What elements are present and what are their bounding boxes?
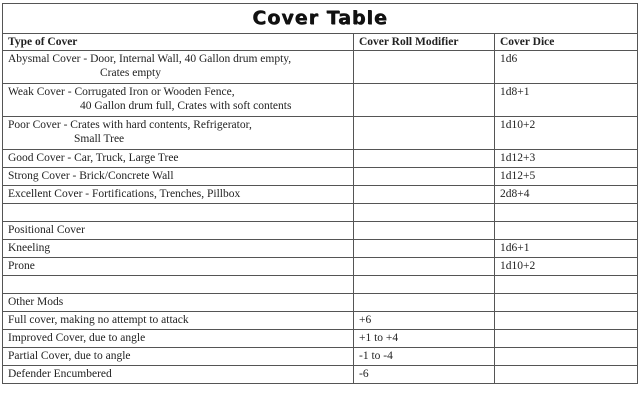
modifier-cell: +1 to +4 [354, 330, 495, 348]
modifier-cell [354, 150, 495, 168]
cover-table-container [2, 3, 637, 384]
cover-type-line1: Weak Cover - Corrugated Iron or Wooden Fence, [8, 86, 235, 98]
cover-type-cell: Kneeling [3, 240, 354, 258]
modifier-cell [354, 276, 495, 294]
cover-type-cell: Partial Cover, due to angle [3, 348, 354, 366]
modifier-cell [354, 117, 495, 150]
dice-cell [495, 222, 638, 240]
dice-cell [495, 294, 638, 312]
cover-type-cell [3, 117, 354, 150]
table-row [3, 84, 638, 117]
section-label: Positional Cover [3, 222, 354, 240]
dice-cell: 1d12+5 [495, 168, 638, 186]
header-type-of-cover: Type of Cover [3, 34, 354, 51]
header-row [3, 34, 638, 51]
table-row-blank [3, 204, 638, 222]
modifier-cell [354, 186, 495, 204]
dice-cell: 1d8+1 [495, 84, 638, 117]
cover-type-cell: Full cover, making no attempt to attack [3, 312, 354, 330]
cover-type-cell [3, 51, 354, 84]
dice-cell: 1d10+2 [495, 117, 638, 150]
modifier-cell [354, 84, 495, 117]
cover-type-cell: Improved Cover, due to angle [3, 330, 354, 348]
table-row [3, 150, 638, 168]
table-row [3, 168, 638, 186]
dice-cell: 1d6+1 [495, 240, 638, 258]
dice-cell [495, 348, 638, 366]
table-row [3, 366, 638, 384]
cover-type-line2: Crates empty [100, 67, 161, 79]
table-row [3, 117, 638, 150]
modifier-cell [354, 294, 495, 312]
section-row-positional [3, 222, 638, 240]
section-row-other-mods [3, 294, 638, 312]
table-row [3, 312, 638, 330]
modifier-cell [354, 222, 495, 240]
modifier-cell: +6 [354, 312, 495, 330]
dice-cell: 1d10+2 [495, 258, 638, 276]
cover-table [2, 3, 638, 384]
cover-type-cell: Good Cover - Car, Truck, Large Tree [3, 150, 354, 168]
table-row [3, 330, 638, 348]
cover-type-cell [3, 204, 354, 222]
modifier-cell [354, 240, 495, 258]
cover-type-cell: Defender Encumbered [3, 366, 354, 384]
cover-type-cell: Strong Cover - Brick/Concrete Wall [3, 168, 354, 186]
dice-cell [495, 204, 638, 222]
header-cover-dice: Cover Dice [495, 34, 638, 51]
table-row-blank [3, 276, 638, 294]
table-row [3, 240, 638, 258]
dice-cell [495, 276, 638, 294]
cover-type-line2: Small Tree [74, 133, 125, 145]
dice-cell [495, 366, 638, 384]
table-row [3, 186, 638, 204]
modifier-cell [354, 258, 495, 276]
cover-type-line1: Poor Cover - Crates with hard contents, Refrigerator, [8, 119, 252, 131]
table-row [3, 51, 638, 84]
header-cover-roll-modifier: Cover Roll Modifier [354, 34, 495, 51]
modifier-cell [354, 168, 495, 186]
cover-type-line1: Abysmal Cover - Door, Internal Wall, 40 Gallon drum empty, [8, 53, 292, 65]
dice-cell [495, 312, 638, 330]
cover-type-cell [3, 84, 354, 117]
modifier-cell [354, 51, 495, 84]
table-title: Cover Table [2, 3, 638, 33]
dice-cell: 2d8+4 [495, 186, 638, 204]
cover-type-cell: Excellent Cover - Fortifications, Trenches, Pillbox [3, 186, 354, 204]
modifier-cell: -1 to -4 [354, 348, 495, 366]
cover-type-cell [3, 276, 354, 294]
cover-type-line2: 40 Gallon drum full, Crates with soft contents [80, 100, 292, 112]
modifier-cell [354, 204, 495, 222]
dice-cell [495, 330, 638, 348]
section-label: Other Mods [3, 294, 354, 312]
dice-cell: 1d6 [495, 51, 638, 84]
dice-cell: 1d12+3 [495, 150, 638, 168]
table-row [3, 258, 638, 276]
modifier-cell: -6 [354, 366, 495, 384]
cover-type-cell: Prone [3, 258, 354, 276]
table-row [3, 348, 638, 366]
